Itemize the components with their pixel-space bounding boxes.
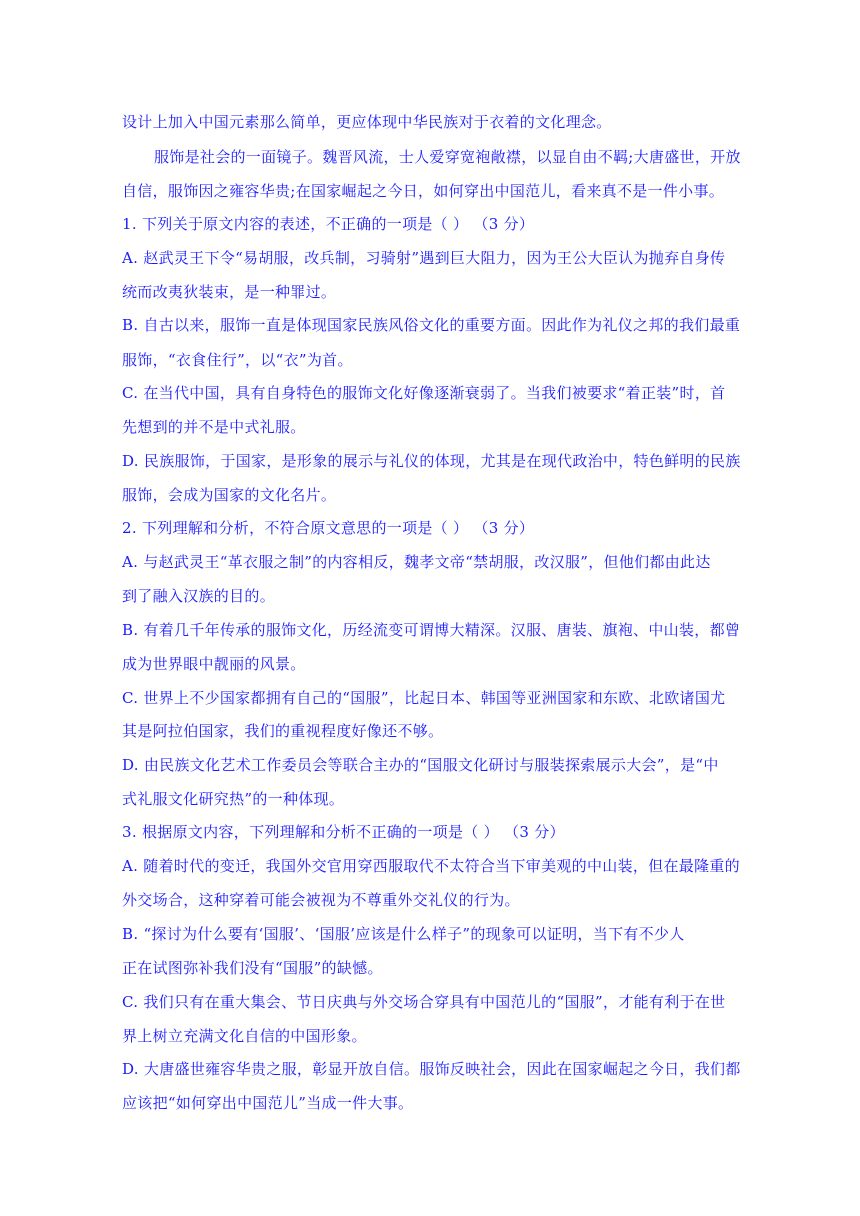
option-c: C. 在当代中国，具有自身特色的服饰文化好像逐渐衰弱了。当我们被要求“着正装”时，首	[122, 384, 726, 402]
text-line: 成为世界眼中靓丽的风景。	[122, 655, 306, 673]
option-b: B. 有着几千年传承的服饰文化，历经流变可谓博大精深。汉服、唐装、旗袍、中山装，都曾	[122, 621, 741, 639]
option-a: A. 随着时代的变迁，我国外交官用穿西服取代不太符合当下审美观的中山装，但在最隆重的	[122, 857, 740, 875]
text-line: 界上树立充满文化自信的中国形象。	[122, 1027, 367, 1045]
option-c: C. 我们只有在重大集会、节日庆典与外交场合穿具有中国范儿的“国服”，才能有利于在世	[122, 993, 726, 1011]
text-line: 服饰是社会的一面镜子。魏晋风流，士人爱穿宽袍敞襟，以显自由不羁;大唐盛世，开放	[154, 148, 741, 166]
option-d: D. 大唐盛世雍容华贵之服，彰显开放自信。服饰反映社会，因此在国家崛起之今日，我们都	[122, 1060, 741, 1078]
question-3: 3. 根据原文内容，下列理解和分析不正确的一项是（ ） （3 分）	[122, 823, 565, 841]
text-line: 自信，服饰因之雍容华贵;在国家崛起之今日，如何穿出中国范儿，看来真不是一件小事。	[122, 182, 725, 200]
option-d: D. 民族服饰，于国家，是形象的展示与礼仪的体现，尤其是在现代政治中，特色鲜明的民族	[122, 452, 741, 470]
question-2: 2. 下列理解和分析，不符合原文意思的一项是（ ） （3 分）	[122, 519, 535, 537]
option-d: D. 由民族文化艺术工作委员会等联合主办的“国服文化研讨与服装探索展示大会”，是“中	[122, 756, 719, 774]
text-line: 服饰，“衣食住行”，以“衣”为首。	[122, 351, 353, 369]
text-line: 式礼服文化研究热”的一种体现。	[122, 790, 345, 808]
text-line: 服饰，会成为国家的文化名片。	[122, 486, 337, 504]
option-b: B. 自古以来，服饰一直是体现国家民族风俗文化的重要方面。因此作为礼仪之邦的我们最重	[122, 316, 741, 334]
text-line: 其是阿拉伯国家，我们的重视程度好像还不够。	[122, 722, 444, 740]
text-line: 设计上加入中国元素那么简单，更应体现中华民族对于衣着的文化理念。	[122, 113, 612, 131]
text-line: 到了融入汉族的目的。	[122, 587, 276, 605]
text-line: 外交场合，这种穿着可能会被视为不尊重外交礼仪的行为。	[122, 891, 520, 909]
text-line: 正在试图弥补我们没有“国服”的缺憾。	[122, 959, 383, 977]
option-c: C. 世界上不少国家都拥有自己的“国服”，比起日本、韩国等亚洲国家和东欧、北欧诸国尤	[122, 689, 726, 707]
option-a: A. 与赵武灵王“革衣服之制”的内容相反，魏孝文帝“禁胡服，改汉服”，但他们都由此达	[122, 553, 711, 571]
option-b: B. “探讨为什么要有‘国服’、‘国服’应该是什么样子”的现象可以证明，当下有不少人	[122, 925, 685, 943]
text-line: 统而改夷狄装束，是一种罪过。	[122, 283, 337, 301]
option-a: A. 赵武灵王下令“易胡服，改兵制，习骑射”遇到巨大阻力，因为王公大臣认为抛弃自身传	[122, 249, 726, 267]
question-1: 1. 下列关于原文内容的表述，不正确的一项是（ ） （3 分）	[122, 215, 535, 233]
text-line: 应该把“如何穿出中国范儿”当成一件大事。	[122, 1094, 414, 1112]
text-line: 先想到的并不是中式礼服。	[122, 418, 306, 436]
